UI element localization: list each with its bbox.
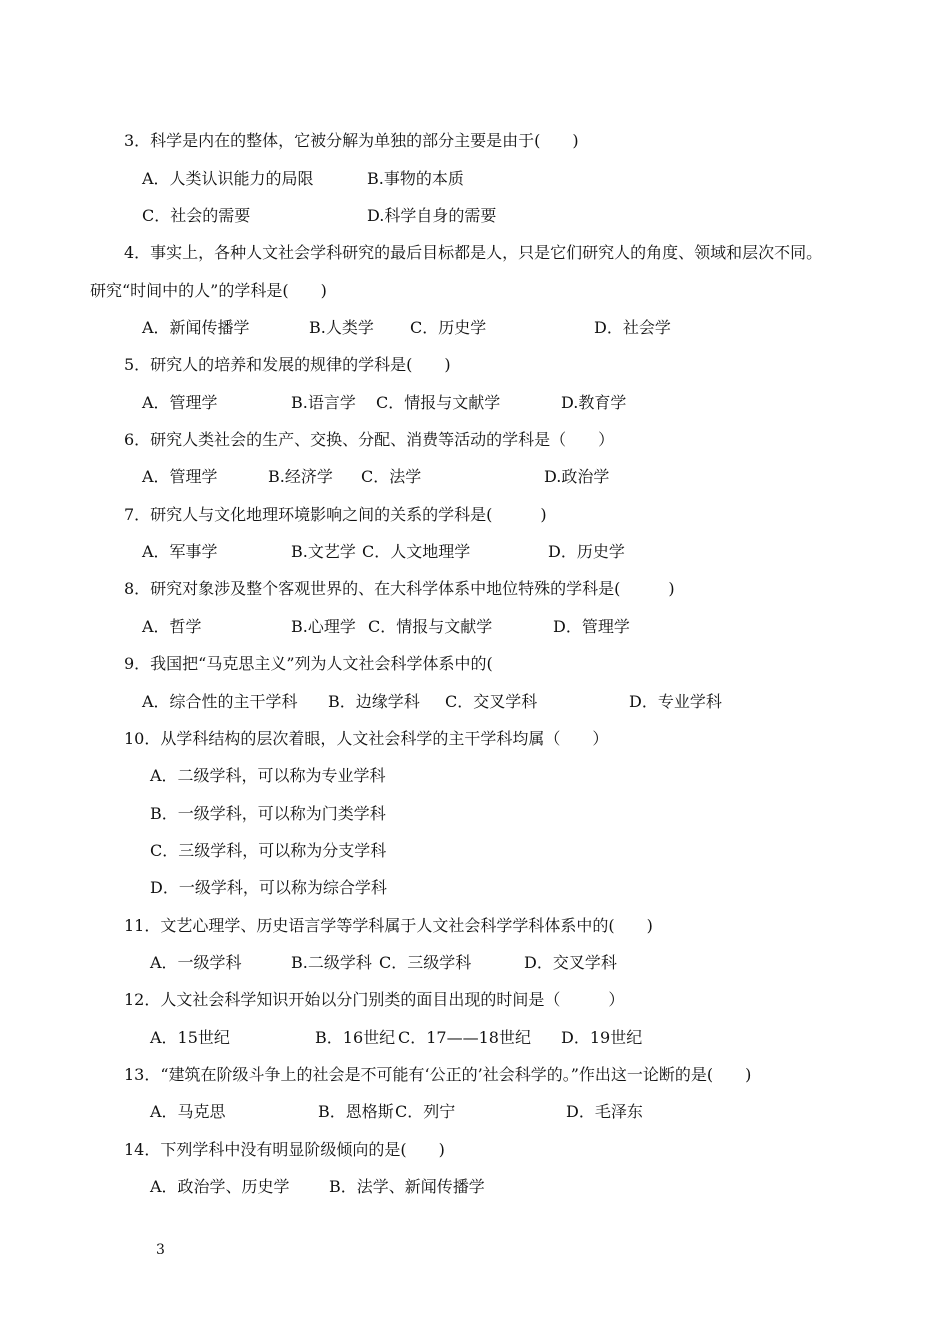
question-4-option-b: B.人类学 — [309, 318, 374, 337]
question-10-option-a: A．二级学科，可以称为专业学科 — [150, 766, 386, 785]
question-4-option-a: A．新闻传播学 — [142, 318, 250, 337]
question-7-option-c: C．人文地理学 — [362, 542, 471, 561]
question-3-option-d: D.科学自身的需要 — [367, 206, 497, 225]
question-13-option-c: C．列宁 — [395, 1102, 456, 1121]
question-8-option-b: B.心理学 — [291, 617, 356, 636]
question-6-option-c: C．法学 — [361, 467, 422, 486]
question-5-option-d: D.教育学 — [561, 393, 627, 412]
question-11-option-b: B.二级学科 — [291, 953, 372, 972]
question-3-option-a: A．人类认识能力的局限 — [142, 169, 314, 188]
question-11-stem: 11．文艺心理学、历史语言学等学科属于人文社会科学学科体系中的( ) — [124, 916, 653, 935]
question-11-option-c: C．三级学科 — [379, 953, 472, 972]
question-7-stem: 7．研究人与文化地理环境影响之间的关系的学科是( ) — [124, 505, 547, 524]
page-number: 3 — [156, 1242, 165, 1258]
question-3-stem: 3．科学是内在的整体，它被分解为单独的部分主要是由于( ) — [124, 131, 579, 150]
question-12-option-b: B．16世纪 — [315, 1028, 396, 1047]
question-13-option-d: D．毛泽东 — [566, 1102, 643, 1121]
question-13-stem: 13．“建筑在阶级斗争上的社会是不可能有‘公正的’社会科学的。”作出这一论断的是( ) — [124, 1065, 752, 1084]
question-4-stem-continued: 研究“时间中的人”的学科是( ) — [90, 281, 327, 300]
question-11-option-a: A．一级学科 — [150, 953, 242, 972]
question-14-option-a: A．政治学、历史学 — [150, 1177, 290, 1196]
question-4-option-d: D．社会学 — [594, 318, 671, 337]
question-12-option-a: A．15世纪 — [150, 1028, 230, 1047]
question-6-stem: 6．研究人类社会的生产、交换、分配、消费等活动的学科是（ ） — [124, 430, 615, 449]
question-12-stem: 12．人文社会科学知识开始以分门别类的面目出现的时间是（ ） — [124, 990, 625, 1009]
question-14-option-b: B．法学、新闻传播学 — [329, 1177, 485, 1196]
question-9-option-d: D．专业学科 — [629, 692, 722, 711]
question-5-option-b: B.语言学 — [291, 393, 356, 412]
question-11-option-d: D．交叉学科 — [524, 953, 617, 972]
question-7-option-b: B.文艺学 — [291, 542, 356, 561]
question-10-option-c: C．三级学科，可以称为分支学科 — [150, 841, 387, 860]
question-8-option-c: C．情报与文献学 — [368, 617, 493, 636]
question-7-option-a: A．军事学 — [142, 542, 218, 561]
question-6-option-a: A．管理学 — [142, 467, 218, 486]
question-5-option-a: A．管理学 — [142, 393, 218, 412]
question-9-option-b: B．边缘学科 — [328, 692, 420, 711]
question-8-stem: 8．研究对象涉及整个客观世界的、在大科学体系中地位特殊的学科是( ) — [124, 579, 675, 598]
question-12-option-d: D．19世纪 — [561, 1028, 643, 1047]
question-6-option-b: B.经济学 — [268, 467, 333, 486]
question-10-option-d: D．一级学科，可以称为综合学科 — [150, 878, 387, 897]
question-4-stem: 4．事实上，各种人文社会学科研究的最后目标都是人，只是它们研究人的角度、领域和层次不同。 — [124, 243, 823, 262]
question-10-option-b: B．一级学科，可以称为门类学科 — [150, 804, 386, 823]
question-8-option-a: A．哲学 — [142, 617, 202, 636]
question-8-option-d: D．管理学 — [553, 617, 630, 636]
question-13-option-a: A．马克思 — [150, 1102, 226, 1121]
question-5-option-c: C．情报与文献学 — [376, 393, 501, 412]
question-9-option-a: A．综合性的主干学科 — [142, 692, 298, 711]
question-9-option-c: C．交叉学科 — [445, 692, 538, 711]
question-13-option-b: B．恩格斯 — [318, 1102, 394, 1121]
question-12-option-c: C．17——18世纪 — [398, 1028, 531, 1047]
question-6-option-d: D.政治学 — [544, 467, 610, 486]
question-3-option-c: C．社会的需要 — [142, 206, 251, 225]
question-7-option-d: D．历史学 — [548, 542, 625, 561]
question-9-stem: 9．我国把“马克思主义”列为人文社会科学体系中的( — [124, 654, 493, 673]
question-3-option-b: B.事物的本质 — [367, 169, 464, 188]
question-4-option-c: C．历史学 — [410, 318, 487, 337]
question-14-stem: 14．下列学科中没有明显阶级倾向的是( ) — [124, 1140, 445, 1159]
question-5-stem: 5．研究人的培养和发展的规律的学科是( ) — [124, 355, 451, 374]
question-10-stem: 10．从学科结构的层次着眼，人文社会科学的主干学科均属（ ） — [124, 729, 609, 748]
